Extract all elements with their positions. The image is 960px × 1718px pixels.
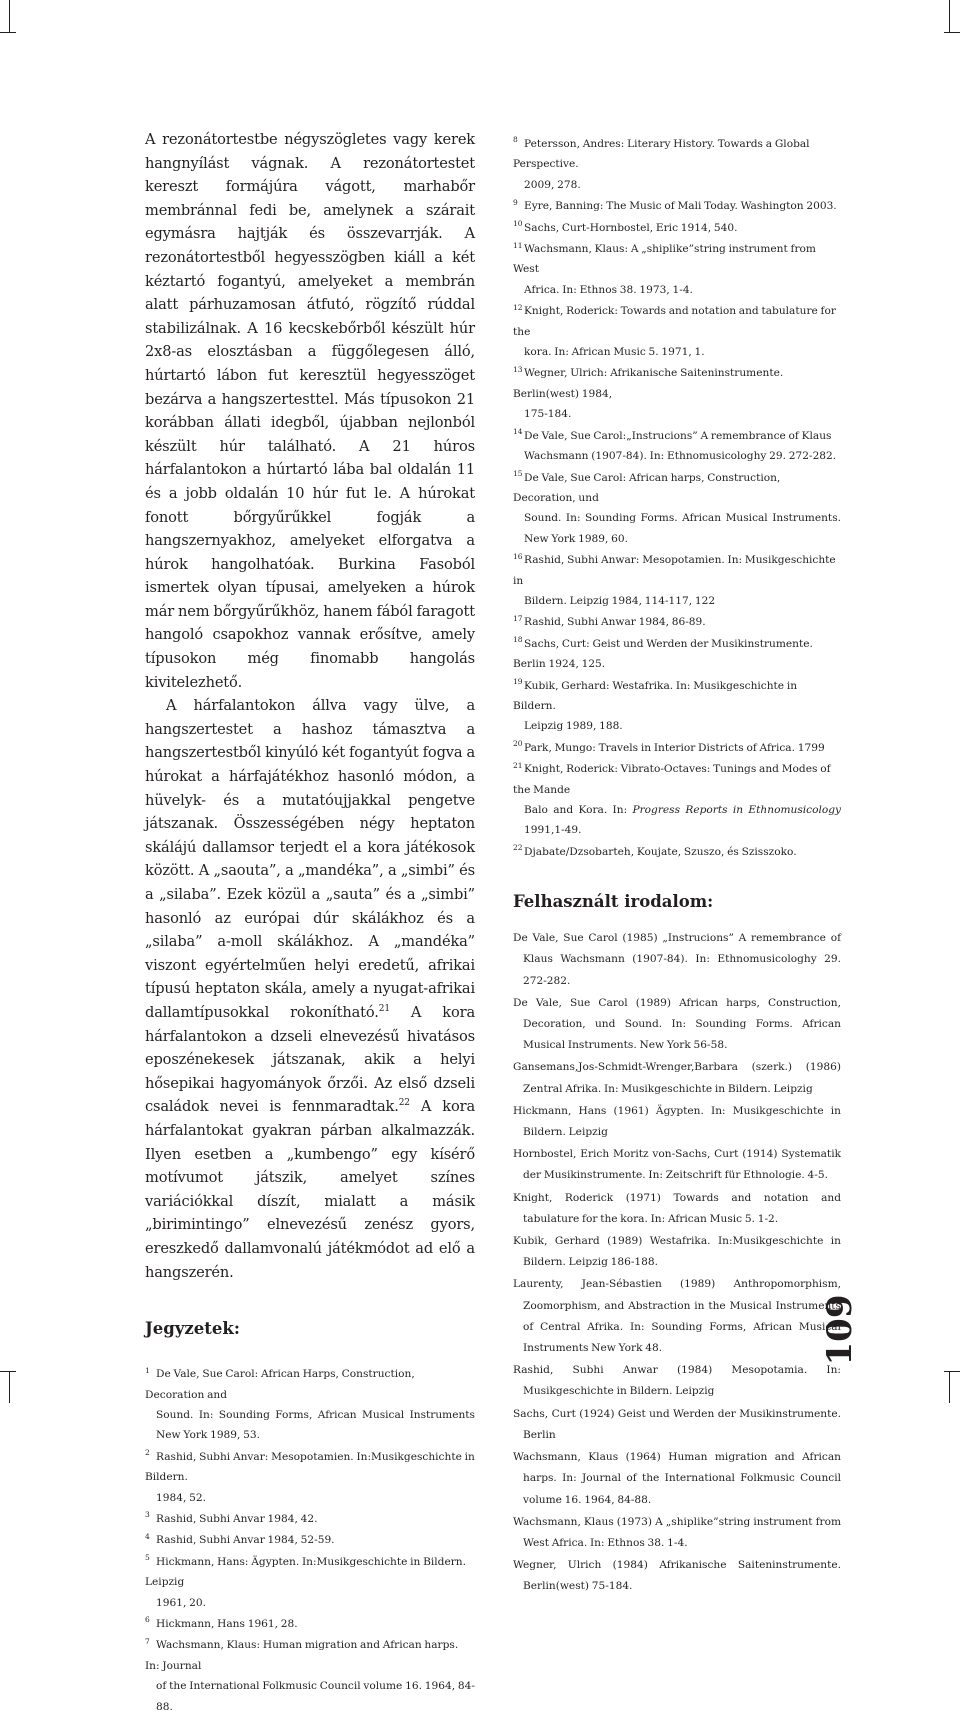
- notes-heading: Jegyzetek:: [145, 1319, 240, 1339]
- crop-mark-top-left-h: [0, 32, 16, 33]
- note-text-continued: 2009, 278.: [524, 178, 581, 191]
- bibliography-item: De Vale, Sue Carol (1985) „Instrucions” A remembrance of Klaus Wachsmann (1907-84). In: Ethnomusicologhy 29. 272-282.: [513, 932, 841, 987]
- bibliography-item: Hickmann, Hans (1961) Ägypten. In: Musikgeschichte in Bildern. Leipzig: [513, 1104, 841, 1139]
- bibliography-item: Kubik, Gerhard (1989) Westafrika. In:Musikgeschichte in Bildern. Leipzig 186-188.: [513, 1235, 841, 1269]
- note-text-continued: 175-184.: [524, 408, 572, 421]
- notes-list-left: [145, 1364, 475, 1717]
- note-text: Hickmann, Hans: Ägypten. In:Musikgeschichte in Bildern. Leipzig: [145, 1555, 466, 1589]
- note-text: Petersson, Andres: Literary History. Towards a Global Perspective.: [513, 138, 810, 171]
- right-column: [513, 134, 841, 1599]
- note-text: Kubik, Gerhard: Westafrika. In: Musikgeschichte in Bildern.: [513, 679, 798, 712]
- footnote-ref-21[interactable]: 21: [378, 1004, 390, 1015]
- bibliography-item: De Vale, Sue Carol (1989) African harps, Construction, Decoration, und Sound. In: Sounding Forms. African Musical Instruments. New York 56-58.: [513, 996, 841, 1052]
- note-item: 6 Hickmann, Hans 1961, 28.: [145, 1615, 298, 1630]
- note-text: Wegner, Ulrich: Afrikanische Saiteninstrumente. Berlin(west) 1984,: [513, 367, 784, 400]
- bibliography-heading: Felhasznált irodalom:: [513, 892, 714, 912]
- note-item: 5 Hickmann, Hans: Ägypten. In:Musikgeschichte in Bildern. Leipzig 1961, 20.: [145, 1552, 475, 1613]
- note-text: Hickmann, Hans 1961, 28.: [156, 1617, 298, 1630]
- note-text-post: 1991,1-49.: [524, 824, 582, 837]
- note-text: Rashid, Subhi Anvar 1984, 42.: [156, 1512, 318, 1525]
- note-item: 13Wegner, Ulrich: Afrikanische Saiteninstrumente. Berlin(west) 1984, 175-184.: [513, 363, 841, 424]
- crop-mark-bottom-right-v: [949, 1371, 950, 1403]
- note-text: Knight, Roderick: Towards and notation and tabulature for the: [513, 305, 836, 338]
- crop-mark-top-left-v: [9, 0, 10, 32]
- bibliography-item: Sachs, Curt (1924) Geist und Werden der Musikinstrumente. Berlin: [513, 1407, 841, 1441]
- bibliography-list: [513, 928, 841, 1597]
- note-text: Park, Mungo: Travels in Interior Districts of Africa. 1799: [524, 741, 825, 754]
- note-item: 11Wachsmann, Klaus: A „shiplike”string instrument from West Africa. In: Ethnos 38. 1973, 1-4.: [513, 239, 841, 300]
- note-text-continued: Bildern. Leipzig 1984, 114-117, 122: [524, 594, 716, 607]
- body-paragraph-2-part-2: A kora hárfalantokon a dzseli elnevezésű hivatásos eposzénekesek játszanak, akik a helyi hősepikai hagyományok őrzői. Az első dzseli családok nevei is fennmaradtak.: [145, 1003, 475, 1116]
- note-item: 16Rashid, Subhi Anwar: Mesopotamien. In: Musikgeschichte in Bildern. Leipzig 1984, 114-117, 122: [513, 550, 841, 611]
- note-item: 2 Rashid, Subhi Anvar: Mesopotamien. In:Musikgeschichte in Bildern. 1984, 52.: [145, 1447, 475, 1508]
- note-text-continued: of the International Folkmusic Council volume 16. 1964, 84-88.: [156, 1680, 475, 1713]
- note-text: Wachsmann, Klaus: Human migration and African harps. In: Journal: [145, 1639, 459, 1672]
- note-text: Rashid, Subhi Anwar 1984, 86-89.: [524, 616, 706, 629]
- note-item: 14De Vale, Sue Carol:„Instrucions” A remembrance of Klaus Wachsmann (1907-84). In: Ethnomusicologhy 29. 272-282.: [513, 426, 841, 467]
- note-item: 19Kubik, Gerhard: Westafrika. In: Musikgeschichte in Bildern. Leipzig 1989, 188.: [513, 676, 841, 737]
- note-text-continued: Wachsmann (1907-84). In: Ethnomusicologhy 29. 272-282.: [524, 450, 837, 463]
- body-paragraph-2: [145, 694, 475, 1284]
- note-text-continued: kora. In: African Music 5. 1971, 1.: [524, 346, 705, 359]
- note-text: De Vale, Sue Carol:„Instrucions” A remembrance of Klaus: [524, 429, 832, 442]
- note-text: Rashid, Subhi Anvar 1984, 52-59.: [156, 1534, 335, 1547]
- note-text-continued: Africa. In: Ethnos 38. 1973, 1-4.: [524, 283, 693, 296]
- note-text: De Vale, Sue Carol: African Harps, Construction, Decoration and: [145, 1368, 415, 1401]
- note-text-pre: Balo and Kora. In:: [524, 804, 633, 816]
- bibliography-item: Wachsmann, Klaus (1964) Human migration and African harps. In: Journal of the International Folkmusic Council volume 16. 1964, 84-88.: [513, 1451, 841, 1506]
- note-text-continued: [513, 800, 841, 841]
- note-item: 8 Petersson, Andres: Literary History. Towards a Global Perspective. 2009, 278.: [513, 134, 841, 195]
- note-text: Eyre, Banning: The Music of Mali Today. Washington 2003.: [524, 200, 837, 213]
- crop-mark-top-right-v: [949, 0, 950, 32]
- footnote-ref-22[interactable]: 22: [398, 1098, 410, 1109]
- bibliography-item: Rashid, Subhi Anwar (1984) Mesopotamia. In: Musikgeschichte in Bildern. Leipzig: [513, 1364, 841, 1398]
- note-item: 21Knight, Roderick: Vibrato-Octaves: Tunings and Modes of the Mande Balo and Kora. In: Progress Reports in Ethnomusicology 1991,1-49.: [513, 759, 841, 841]
- note-text: Djabate/Dzsobarteh, Koujate, Szuszo, és Szisszoko.: [524, 845, 797, 858]
- body-paragraph-1: A rezonátortestbe négyszögletes vagy kerek hangnyílást vágnak. A rezonátortestet kereszt formájúra vágott, marhabőr membránnal fedi be, amelynek a szárait egymásra hajtják és összevarrják. A rezonátortestből hegyesszögben kiáll a két kéztartó fogantyú, amelyeket a membrán alatt párhuzamosan átfutó, rögzítő rúddal stabilizálnak. A 16 kecskebőrből készült húr 2x8-as elosztásban a függőlegesen álló, húrtartó lábon fut keresztül hegyesszöget bezárva a hangszertesttel. Más típusokon 21 korábban állati idegből, újabban nejlonból készült húr található. A 21 húros hárfalantokon a húrtartó lába bal oldalán 11 és a jobb oldalán 10 húr fut le. A húrokat fonott bőrgyűrűkkel fogják a hangszernyakhoz, amelyeket elforgatva a húrok hangolhatóak. Burkina Fasoból ismertek olyan típusai, amelyeken a húrok már nem bőrgyűrűkhöz, hanem fából faragott hangoló csapokhoz vannak erősítve, amely típusokon még finomabb hangolás kivitelezhető.: [145, 131, 475, 691]
- note-text: Wachsmann, Klaus: A „shiplike”string instrument from West: [513, 243, 816, 276]
- page-number: 109: [820, 1294, 860, 1366]
- left-column: [145, 128, 475, 1718]
- note-item: 1 De Vale, Sue Carol: African Harps, Construction, Decoration and Sound. In: Sounding Forms, African Musical Instruments New York 1989, 53.: [145, 1364, 475, 1446]
- note-text-continued: Sound. In: Sounding Forms. African Musical Instruments. New York 1989, 60.: [524, 512, 841, 545]
- note-text: Knight, Roderick: Vibrato-Octaves: Tunings and Modes of the Mande: [513, 763, 831, 796]
- note-text: Sachs, Curt-Hornbostel, Eric 1914, 540.: [524, 221, 738, 234]
- note-item: 7 Wachsmann, Klaus: Human migration and African harps. In: Journal of the International Folkmusic Council volume 16. 1964, 84-88.: [145, 1635, 475, 1717]
- note-item: 10Sachs, Curt-Hornbostel, Eric 1914, 540.: [513, 219, 738, 234]
- note-item: 20Park, Mungo: Travels in Interior Districts of Africa. 1799: [513, 739, 825, 754]
- note-item: 9 Eyre, Banning: The Music of Mali Today. Washington 2003.: [513, 197, 837, 213]
- body-paragraph-2-part-1: A hárfalantokon állva vagy ülve, a hangszertestet a hashoz támasztva a hangszertestből kinyúló két fogantyút fogva a húrokat a hárfajátékhoz hasonló módon, a hüvelyk- és a mutatóujjakkal pengetve játszanak. Összességében négy heptaton skálájú dallamsor terjedt el a kora játékosok között. A „saouta”, a „mandéka”, a „simbi” és a „silaba”. Ezek közül a „sauta” és a „simbi” hasonló az európai dúr skálákhoz és a „silaba” a-moll skálákhoz. A „mandéka” viszont egyértelműen helyi eredetű, afrikai típusú heptaton skála, amely a nyugat-afrikai dallamtípusokkal rokonítható.: [145, 697, 475, 1021]
- note-item: 15De Vale, Sue Carol: African harps, Construction, Decoration, und Sound. In: Sounding Forms. African Musical Instruments. New York 1989, 60.: [513, 468, 841, 550]
- note-item: 18Sachs, Curt: Geist und Werden der Musikinstrumente. Berlin 1924, 125.: [513, 635, 813, 671]
- note-item: 22Djabate/Dzsobarteh, Koujate, Szuszo, és Szisszoko.: [513, 843, 797, 858]
- note-text-continued: Leipzig 1989, 188.: [524, 720, 623, 733]
- crop-mark-bottom-left-h: [0, 1371, 16, 1372]
- note-text: Sachs, Curt: Geist und Werden der Musikinstrumente. Berlin 1924, 125.: [513, 637, 813, 671]
- note-item: 17Rashid, Subhi Anwar 1984, 86-89.: [513, 613, 706, 629]
- note-item: 12Knight, Roderick: Towards and notation and tabulature for the kora. In: African Music 5. 1971, 1.: [513, 301, 841, 362]
- note-text: Rashid, Subhi Anwar: Mesopotamien. In: Musikgeschichte in: [513, 554, 836, 587]
- bibliography-item: Wachsmann, Klaus (1973) A „shiplike”string instrument from West Africa. In: Ethnos 38. 1-4.: [513, 1515, 841, 1549]
- crop-mark-bottom-left-v: [9, 1371, 10, 1403]
- body-paragraph-2-part-3: A kora hárfalantokat gyakran párban alkalmazzák. Ilyen esetben a „kumbengo” egy kísérő motívumot játszik, amelyet színes variációkkal díszít, mialatt a másik „birimintingo” elnevezésű zenész gyors, ereszkedő dallamvonalú játékmódot ad elő a hangszerén.: [145, 1098, 475, 1281]
- bibliography-item: Wegner, Ulrich (1984) Afrikanische Saiteninstrumente. Berlin(west) 75-184.: [513, 1559, 841, 1593]
- note-text-continued: 1961, 20.: [156, 1596, 206, 1609]
- crop-mark-bottom-right-h: [944, 1371, 960, 1372]
- note-text-continued: 1984, 52.: [156, 1491, 206, 1504]
- note-item: 3 Rashid, Subhi Anvar 1984, 42.: [145, 1510, 318, 1525]
- body-text: [145, 128, 475, 1284]
- note-text: Rashid, Subhi Anvar: Mesopotamien. In:Musikgeschichte in Bildern.: [145, 1450, 475, 1484]
- bibliography-item: Knight, Roderick (1971) Towards and notation and tabulature for the kora. In: African Music 5. 1-2.: [513, 1191, 841, 1225]
- bibliography-item: Hornbostel, Erich Moritz von-Sachs, Curt (1914) Systematik der Musikinstrumente. In: Zeitschrift für Ethnologie. 4-5.: [513, 1148, 841, 1182]
- bibliography-item: Laurenty, Jean-Sébastien (1989) Anthropomorphism, Zoomorphism, and Abstraction in the Musical Instruments of Central Afrika. In: Sounding Forms, African Musical Instruments New York 48.: [513, 1278, 841, 1355]
- notes-list-right: [513, 134, 841, 862]
- crop-mark-top-right-h: [944, 32, 960, 33]
- note-text-continued: Sound. In: Sounding Forms, African Musical Instruments New York 1989, 53.: [156, 1408, 475, 1442]
- bibliography-item: Gansemans,Jos-Schmidt-Wrenger,Barbara (szerk.) (1986) Zentral Afrika. In: Musikgeschichte in Bildern. Leipzig: [513, 1061, 841, 1095]
- note-text: De Vale, Sue Carol: African harps, Construction, Decoration, und: [513, 471, 781, 504]
- journal-title: Progress Reports in Ethnomusicology: [632, 804, 841, 816]
- note-item: 4 Rashid, Subhi Anvar 1984, 52-59.: [145, 1531, 335, 1547]
